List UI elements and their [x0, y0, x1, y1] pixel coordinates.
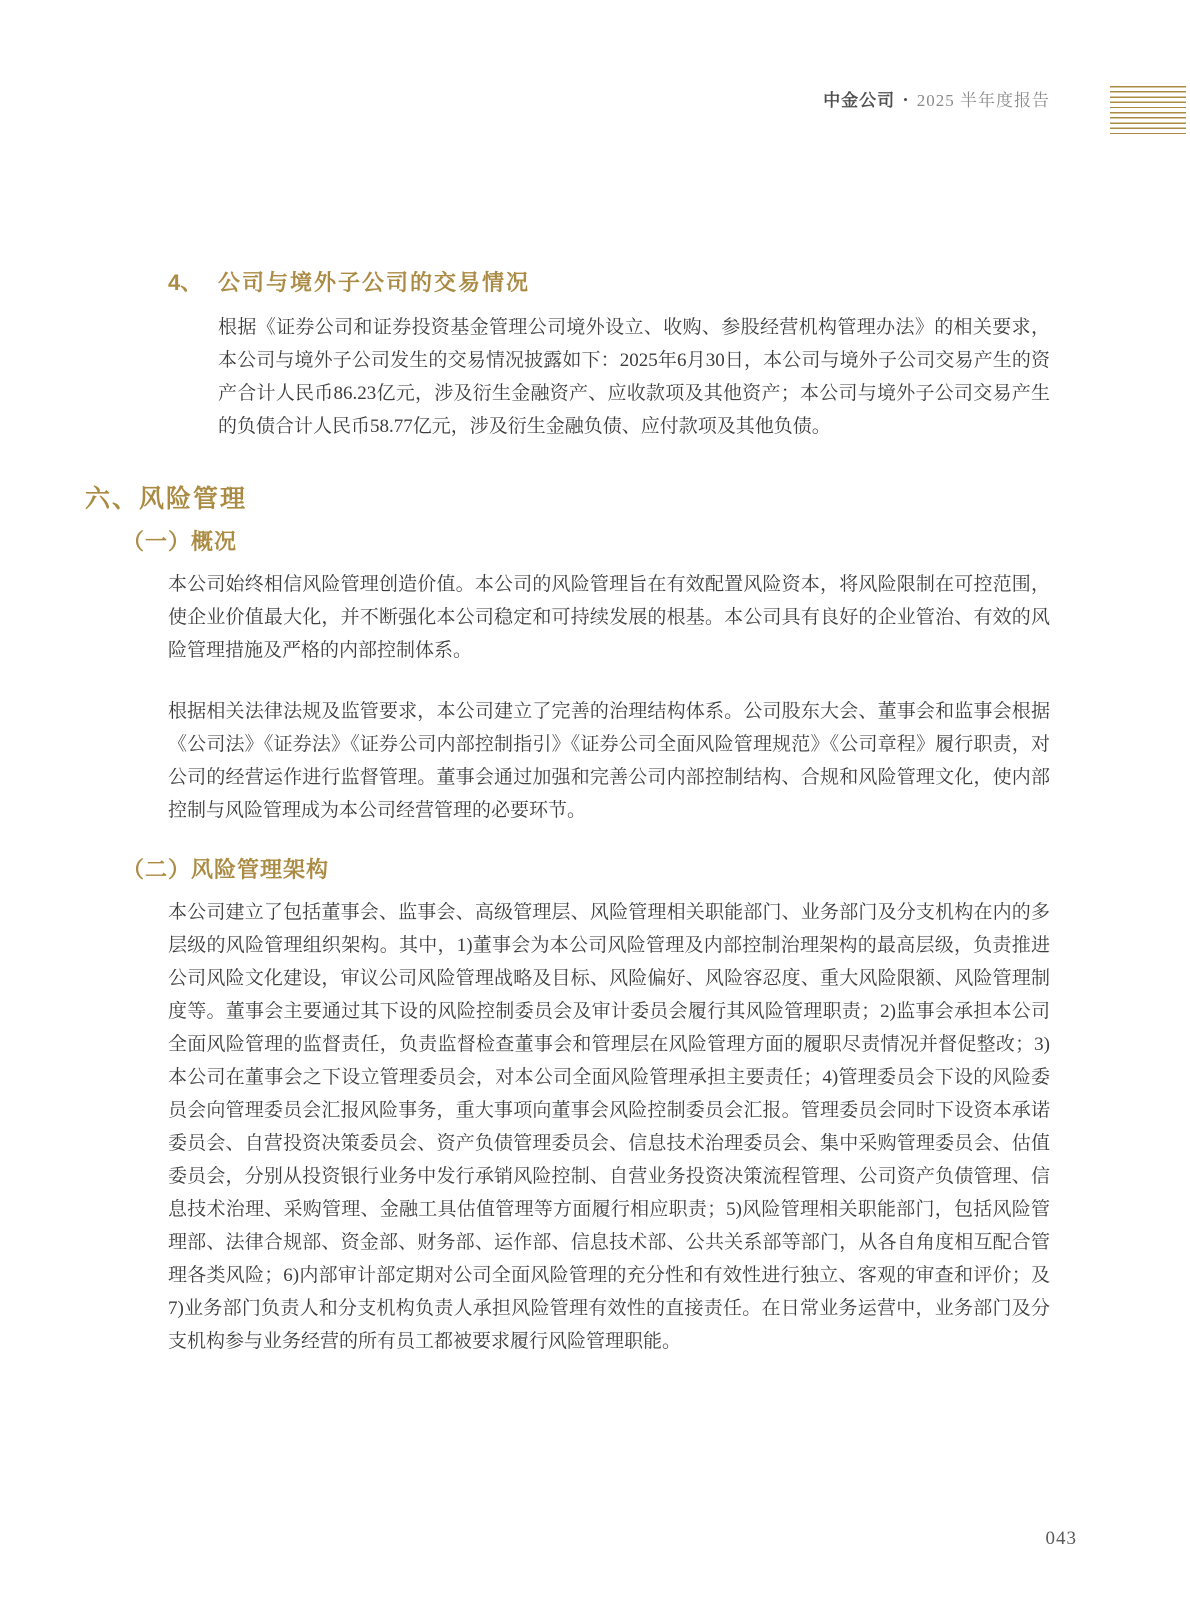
section-4-title: 公司与境外子公司的交易情况 — [218, 270, 531, 295]
overview-paragraph-1: 本公司始终相信风险管理创造价值。本公司的风险管理旨在有效配置风险资本，将风险限制在可控范围，使企业价值最大化，并不断强化本公司稳定和可持续发展的根基。本公司具有良好的企业管治、有效的风险管理措施及严格的内部控制体系。 — [168, 574, 1050, 661]
overview-paragraph-2: 根据相关法律法规及监管要求，本公司建立了完善的治理结构体系。公司股东大会、董事会和监事会根据《公司法》《证券法》《证券公司内部控制指引》《证券公司全面风险管理规范》《公司章程》履行职责，对公司的经营运作进行监督管理。董事会通过加强和完善公司内部控制结构、合规和风险管理文化，使内部控制与风险管理成为本公司经营管理的必要环节。 — [168, 701, 1050, 821]
company-name: 中金公司 — [823, 91, 896, 110]
report-title: 2025 半年度报告 — [916, 91, 1050, 110]
page-content — [85, 0, 1050, 1358]
section-4-paragraph: 根据《证券公司和证券投资基金管理公司境外设立、收购、参股经营机构管理办法》的相关要求，本公司与境外子公司发生的交易情况披露如下：2025年6月30日，本公司与境外子公司交易产生的资产合计人民币86.23亿元，涉及衍生金融资产、应收款项及其他资产；本公司与境外子公司交易产生的负债合计人民币58.77亿元，涉及衍生金融负债、应付款项及其他负债。 — [218, 317, 1050, 437]
subsection-framework-title: （二）风险管理架构 — [122, 857, 330, 882]
chapter-6-title: 六、风险管理 — [85, 485, 248, 513]
section-4-number: 4、 — [168, 270, 203, 295]
subsection-overview-title: （一）概况 — [122, 529, 238, 554]
section-4-heading — [168, 266, 1050, 297]
bullet-separator-icon: • — [903, 92, 909, 107]
page-number: 043 — [1045, 1528, 1077, 1549]
framework-paragraph: 本公司建立了包括董事会、监事会、高级管理层、风险管理相关职能部门、业务部门及分支机构在内的多层级的风险管理组织架构。其中，1)董事会为本公司风险管理及内部控制治理架构的最高层级，负责推进公司风险文化建设，审议公司风险管理战略及目标、风险偏好、风险容忍度、重大风险限额、风险管理制度等。董事会主要通过其下设的风险控制委员会及审计委员会履行其风险管理职责；2)监事会承担本公司全面风险管理的监督责任，负责监督检查董事会和管理层在风险管理方面的履职尽责情况并督促整改；3)本公司在董事会之下设立管理委员会，对本公司全面风险管理承担主要责任；4)管理委员会下设的风险委员会向管理委员会汇报风险事务，重大事项向董事会风险控制委员会汇报。管理委员会同时下设资本承诺委员会、自营投资决策委员会、资产负债管理委员会、信息技术治理委员会、集中采购管理委员会、估值委员会，分别从投资银行业务中发行承销风险控制、自营业务投资决策流程管理、公司资产负债管理、信息技术治理、采购管理、金融工具估值管理等方面履行相应职责；5)风险管理相关职能部门，包括风险管理部、法律合规部、资金部、财务部、运作部、信息技术部、公共关系部等部门，从各自角度相互配合管理各类风险；6)内部审计部定期对公司全面风险管理的充分性和有效性进行独立、客观的审查和评价；及7)业务部门负责人和分支机构负责人承担风险管理有效性的直接责任。在日常业务运营中，业务部门及分支机构参与业务经营的所有员工都被要求履行风险管理职能。 — [168, 902, 1050, 1352]
gold-rules-decoration-icon — [1110, 86, 1186, 134]
